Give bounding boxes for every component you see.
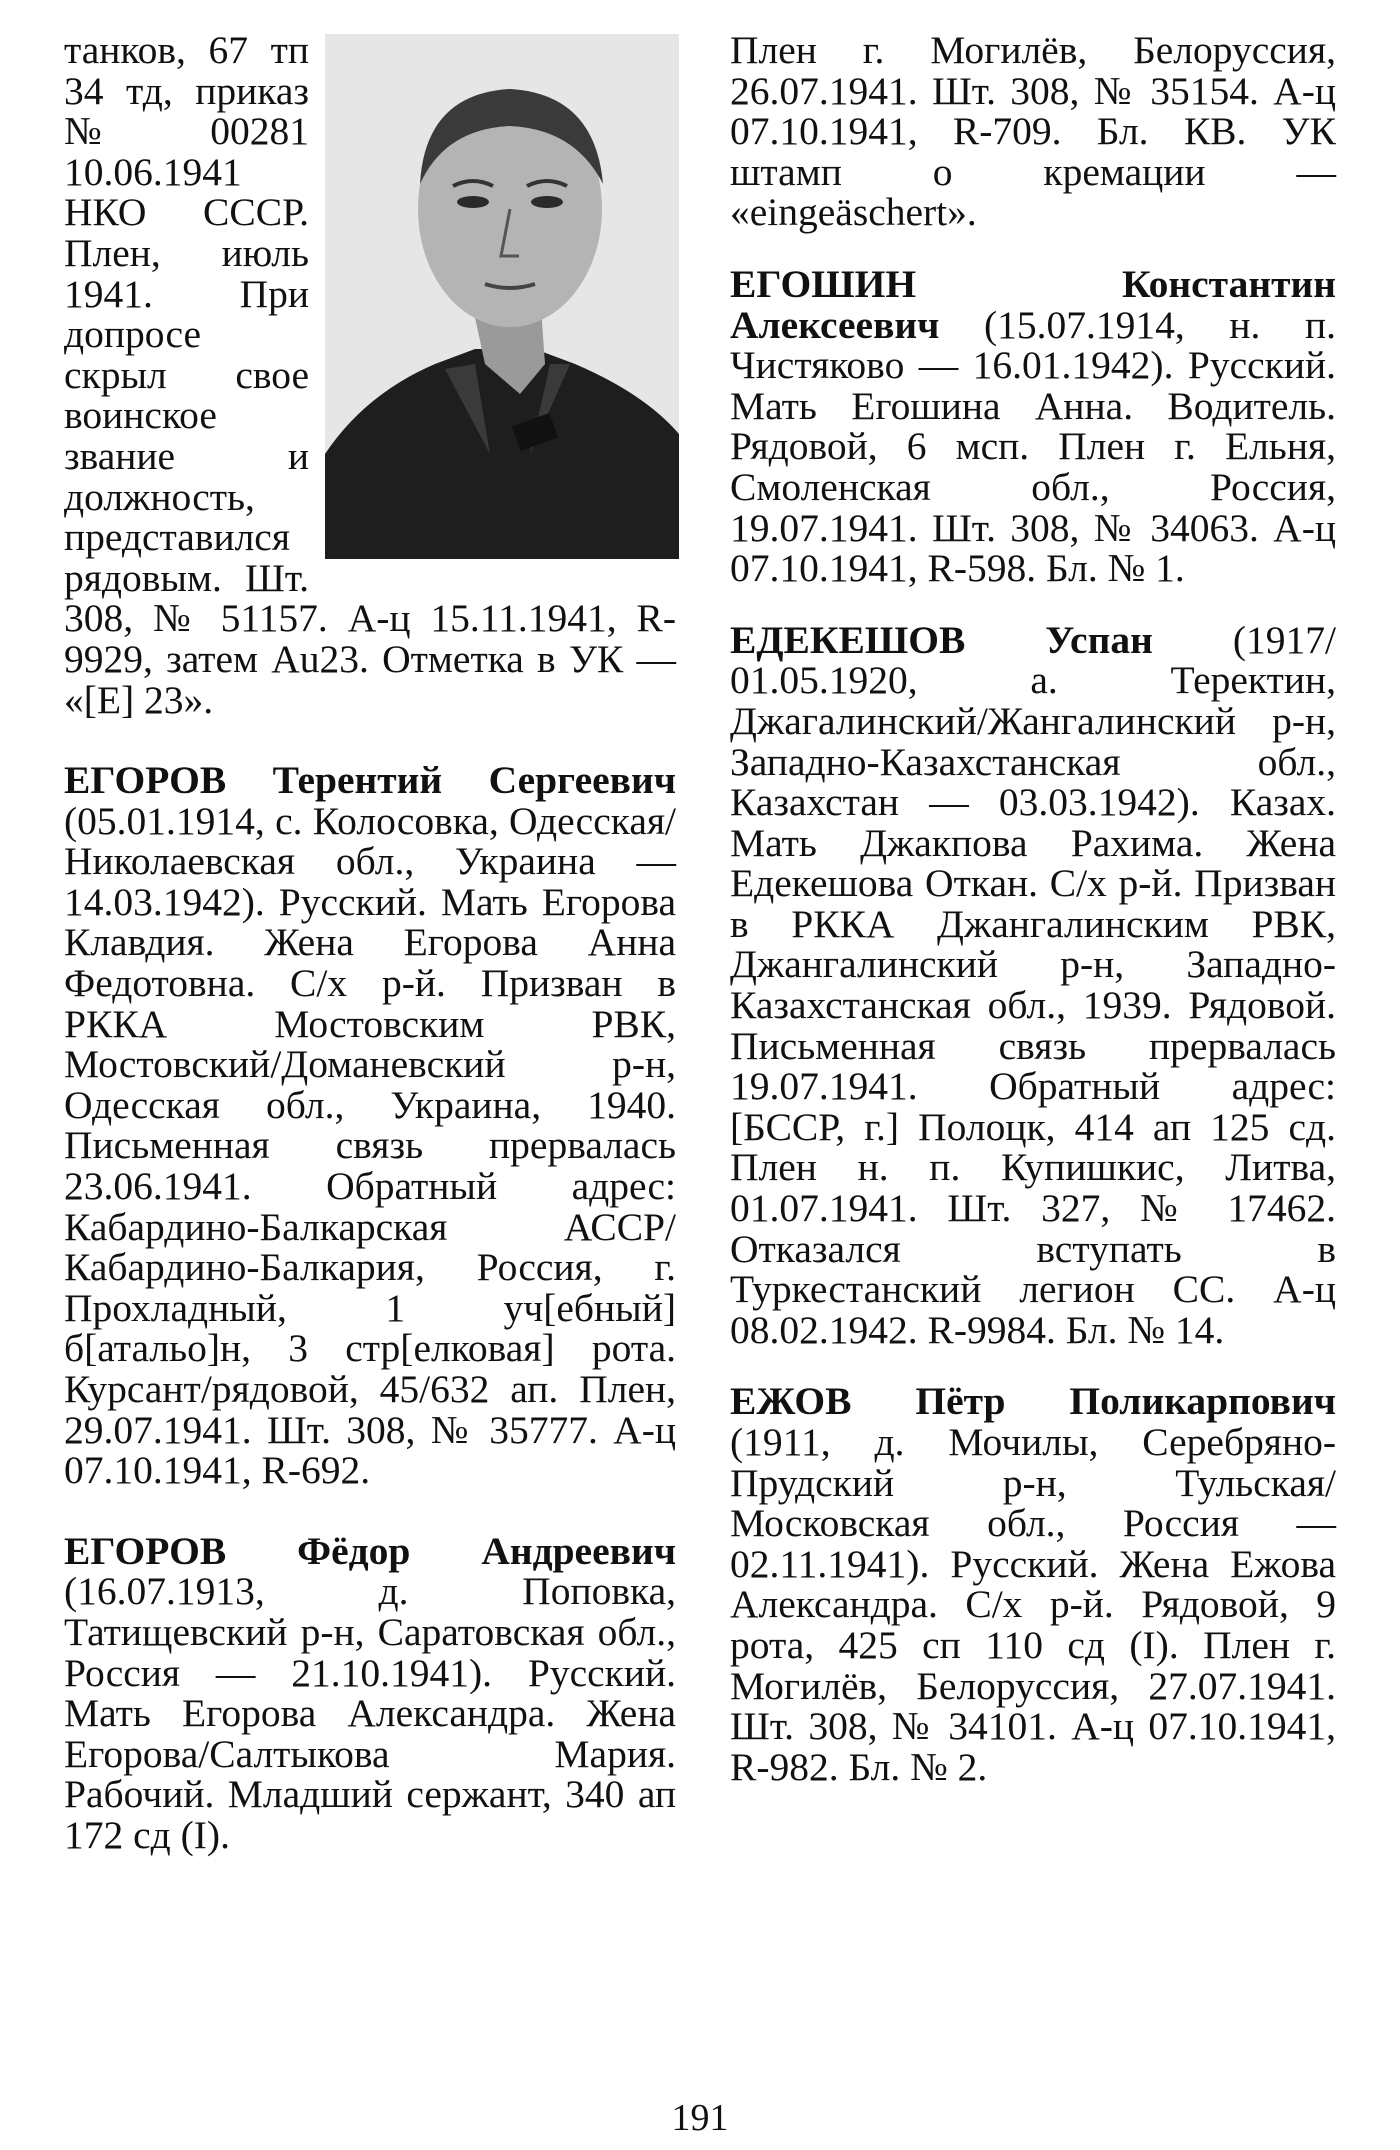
continued-entry-text: Плен г. Могилёв, Белоруссия, 26.07.1941. Шт. 308, № 35154. А-ц 07.10.1941, R-709. Бл. КВ. УК штамп о кремации — «eingeäschert». — [730, 28, 1336, 235]
entry-name: ЕГОШИН Константин Алексеевич — [730, 261, 1336, 347]
biography-entry — [730, 261, 1336, 591]
biography-entry — [730, 617, 1336, 1352]
biography-entry — [64, 1528, 676, 1857]
portrait-drawing — [325, 34, 679, 559]
page-number: 191 — [671, 2097, 729, 2139]
right-column — [730, 30, 1336, 1818]
biography-entry — [730, 1381, 1336, 1787]
entry-name: ЕЖОВ Пётр Поликарпович — [730, 1379, 1336, 1424]
entry-name: ЕГОРОВ Фёдор Андреевич — [64, 1528, 676, 1573]
entry-text: (1911, д. Мочилы, Серебряно-Прудский р-н, Тульская/Московская обл., Россия — 02.11.1941). Русский. Жена Ежова Александра. С/х р-й. Рядовой, 9 рота, 425 сп 110 сд (I). Плен г. Могилёв, Белоруссия, 27.07.1941. Шт. 308, № 34101. А-ц 07.10.1941, R-982. Бл. № 2. — [730, 1420, 1336, 1789]
biography-entry — [64, 760, 676, 1491]
entry-text: (15.07.1914, н. п. Чистяково — 16.01.1942). Русский. Мать Егошина Анна. Водитель. Рядовой, 6 мсп. Плен г. Ельня, Смоленская обл., Россия, 19.07.1941. Шт. 308, № 34063. А-ц 07.10.1941, R-598. Бл. № 1. — [730, 302, 1336, 591]
continued-entry-text: танков, 67 тп 34 тд, приказ № 00281 10.06.1941 НКО СССР. Плен, июль 1941. При допросе скрыл свое воинское звание и должность, представился рядовым. Шт. 308, № 51157. А-ц 15.11.1941, R-9929, затем Au23. Отметка в УК — «[E] 23». — [64, 28, 676, 722]
entry-name: ЕГОРОВ Терентий Сергеевич — [64, 758, 676, 803]
left-column — [64, 30, 676, 1896]
portrait-photo-icon — [325, 34, 679, 559]
entry-name: ЕДЕКЕШОВ Успан — [730, 617, 1153, 662]
entry-text: (16.07.1913, д. Поповка, Татищевский р-н, Саратовская обл., Россия — 21.10.1941). Русский. Мать Егорова Александра. Жена Егорова/Салтыкова Мария. Рабочий. Младший сержант, 340 ап 172 сд (I). — [64, 1569, 676, 1857]
entry-text: (1917/ 01.05.1920, а. Теректин, Джагалинский/Жангалинский р-н, Западно-Казахстанская обл., Казахстан — 03.03.1942). Казах. Мать Джакпова Рахима. Жена Едекешова Откан. С/х р-й. Призван в РККА Джангалинским РВК, Джангалинский р-н, Западно-Казахстанская обл., 1939. Рядовой. Письменная связь прервалась 19.07.1941. Обратный адрес: [БССР, г.] Полоцк, 414 ап 125 сд. Плен н. п. Купишкис, Литва, 01.07.1941. Шт. 327, № 17462. Отказался вступать в Туркестанский легион СС. А-ц 08.02.1942. R-9984. Бл. № 14. — [730, 617, 1336, 1352]
entry-text: (05.01.1914, с. Колосовка, Одесская/Николаевская обл., Украина — 14.03.1942). Русский. Мать Егорова Клавдия. Жена Егорова Анна Федотовна. С/х р-й. Призван в РККА Мостовским РВК, Мостовский/Доманевский р-н, Одесская обл., Украина, 1940. Письменная связь прервалась 23.06.1941. Обратный адрес: Кабардино-Балкарская АССР/Кабардино-Балкария, Россия, г. Прохладный, 1 уч[ебный] б[атальо]н, 3 стр[елковая] рота. Курсант/рядовой, 45/632 ап. Плен, 29.07.1941. Шт. 308, № 35777. А-ц 07.10.1941, R-692. — [64, 798, 676, 1493]
